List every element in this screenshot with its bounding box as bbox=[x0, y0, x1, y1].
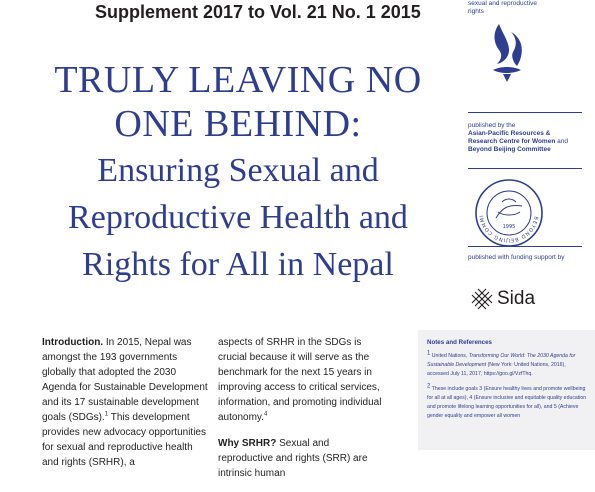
intro-label: Introduction. bbox=[42, 337, 104, 348]
title-line-5: Rights for All in Nepal bbox=[82, 246, 394, 283]
intro-text-b: This development provides new advocacy opportunities for sexual and reproductive health and rights (SRHR), a bbox=[42, 412, 206, 468]
title-line-4: Reproductive Health and bbox=[68, 199, 408, 236]
sidebar-divider-2 bbox=[468, 168, 582, 169]
note-2-number: 2 bbox=[427, 383, 431, 390]
seal-year: 1995 bbox=[502, 224, 516, 230]
intro-reference: 1 bbox=[104, 411, 109, 418]
document-title bbox=[28, 58, 448, 287]
arrow-face-logo-icon bbox=[487, 22, 527, 84]
para1-text: aspects of SRHR in the SDGs is crucial because it will serve as the benchmark for the next 15 years in improving access to critical services, information, and promoting individual autonomy. bbox=[218, 337, 382, 423]
note-1-b: (New York: United Nations, 2016), accessed July 11, 2017, https://goo.gl/VzfThq. bbox=[427, 362, 566, 377]
srhr-paragraph bbox=[218, 335, 386, 425]
note-2 bbox=[427, 385, 589, 421]
note-1-title: Transforming Our World: The 2030 Agenda for Sustainable Development bbox=[427, 353, 576, 368]
seal-text: BEYOND BEIJING COMMI bbox=[479, 214, 539, 244]
sidebar-divider-1 bbox=[468, 112, 582, 113]
funding-label: published with funding support by bbox=[468, 254, 565, 261]
note-1-a: United Nations, bbox=[430, 353, 469, 359]
body-column-2 bbox=[218, 335, 386, 492]
published-by-block bbox=[468, 122, 580, 154]
note-1 bbox=[427, 352, 589, 379]
title-line-1: TRULY LEAVING NO bbox=[54, 59, 422, 101]
and-word: and bbox=[555, 138, 568, 145]
note-2-text: These include goals 3 (Ensure healthy lives and promote wellbeing for all at all ages), 4 (Ensure inclusive and equitable quality education and promote lifelong learning opportunities for all), and 5 (Achieve gender equality and empower all women bbox=[427, 386, 587, 419]
tagline-bottom: rights bbox=[468, 8, 484, 15]
why-label: Why SRHR? bbox=[218, 438, 277, 449]
published-by-prefix: published by the bbox=[468, 122, 516, 129]
title-line-2: ONE BEHIND: bbox=[114, 103, 362, 145]
sida-wordmark: Sida bbox=[497, 288, 536, 309]
para1-reference: 4 bbox=[263, 411, 268, 418]
notes-and-references bbox=[427, 338, 589, 427]
body-column-1 bbox=[42, 335, 210, 481]
beyond-beijing-committee-seal-icon bbox=[474, 178, 544, 248]
partner-name: Beyond Beijing Committee bbox=[468, 146, 551, 153]
why-text: Sexual and reproductive and rights (SRR) are intrinsic human bbox=[218, 438, 368, 479]
sidebar-divider-3 bbox=[468, 246, 582, 247]
tagline-top: sexual and reproductive bbox=[468, 0, 538, 7]
note-1-number: 1 bbox=[427, 350, 431, 357]
publisher-name: Asian-Pacific Resources & Research Centre for Women bbox=[468, 130, 556, 145]
why-srhr-paragraph bbox=[218, 436, 386, 481]
sidebar-tagline bbox=[468, 0, 578, 16]
supplement-header: Supplement 2017 to Vol. 21 No. 1 2015 bbox=[95, 2, 421, 22]
notes-heading: Notes and References bbox=[427, 339, 492, 346]
sida-logo-icon bbox=[470, 287, 494, 311]
intro-text-a: In 2015, Nepal was amongst the 193 governments globally that adopted the 2030 Agenda for Sustainable Development and its 17 sustainable development goals (SDGs). bbox=[42, 337, 208, 423]
title-line-3: Ensuring Sexual and bbox=[97, 152, 379, 189]
